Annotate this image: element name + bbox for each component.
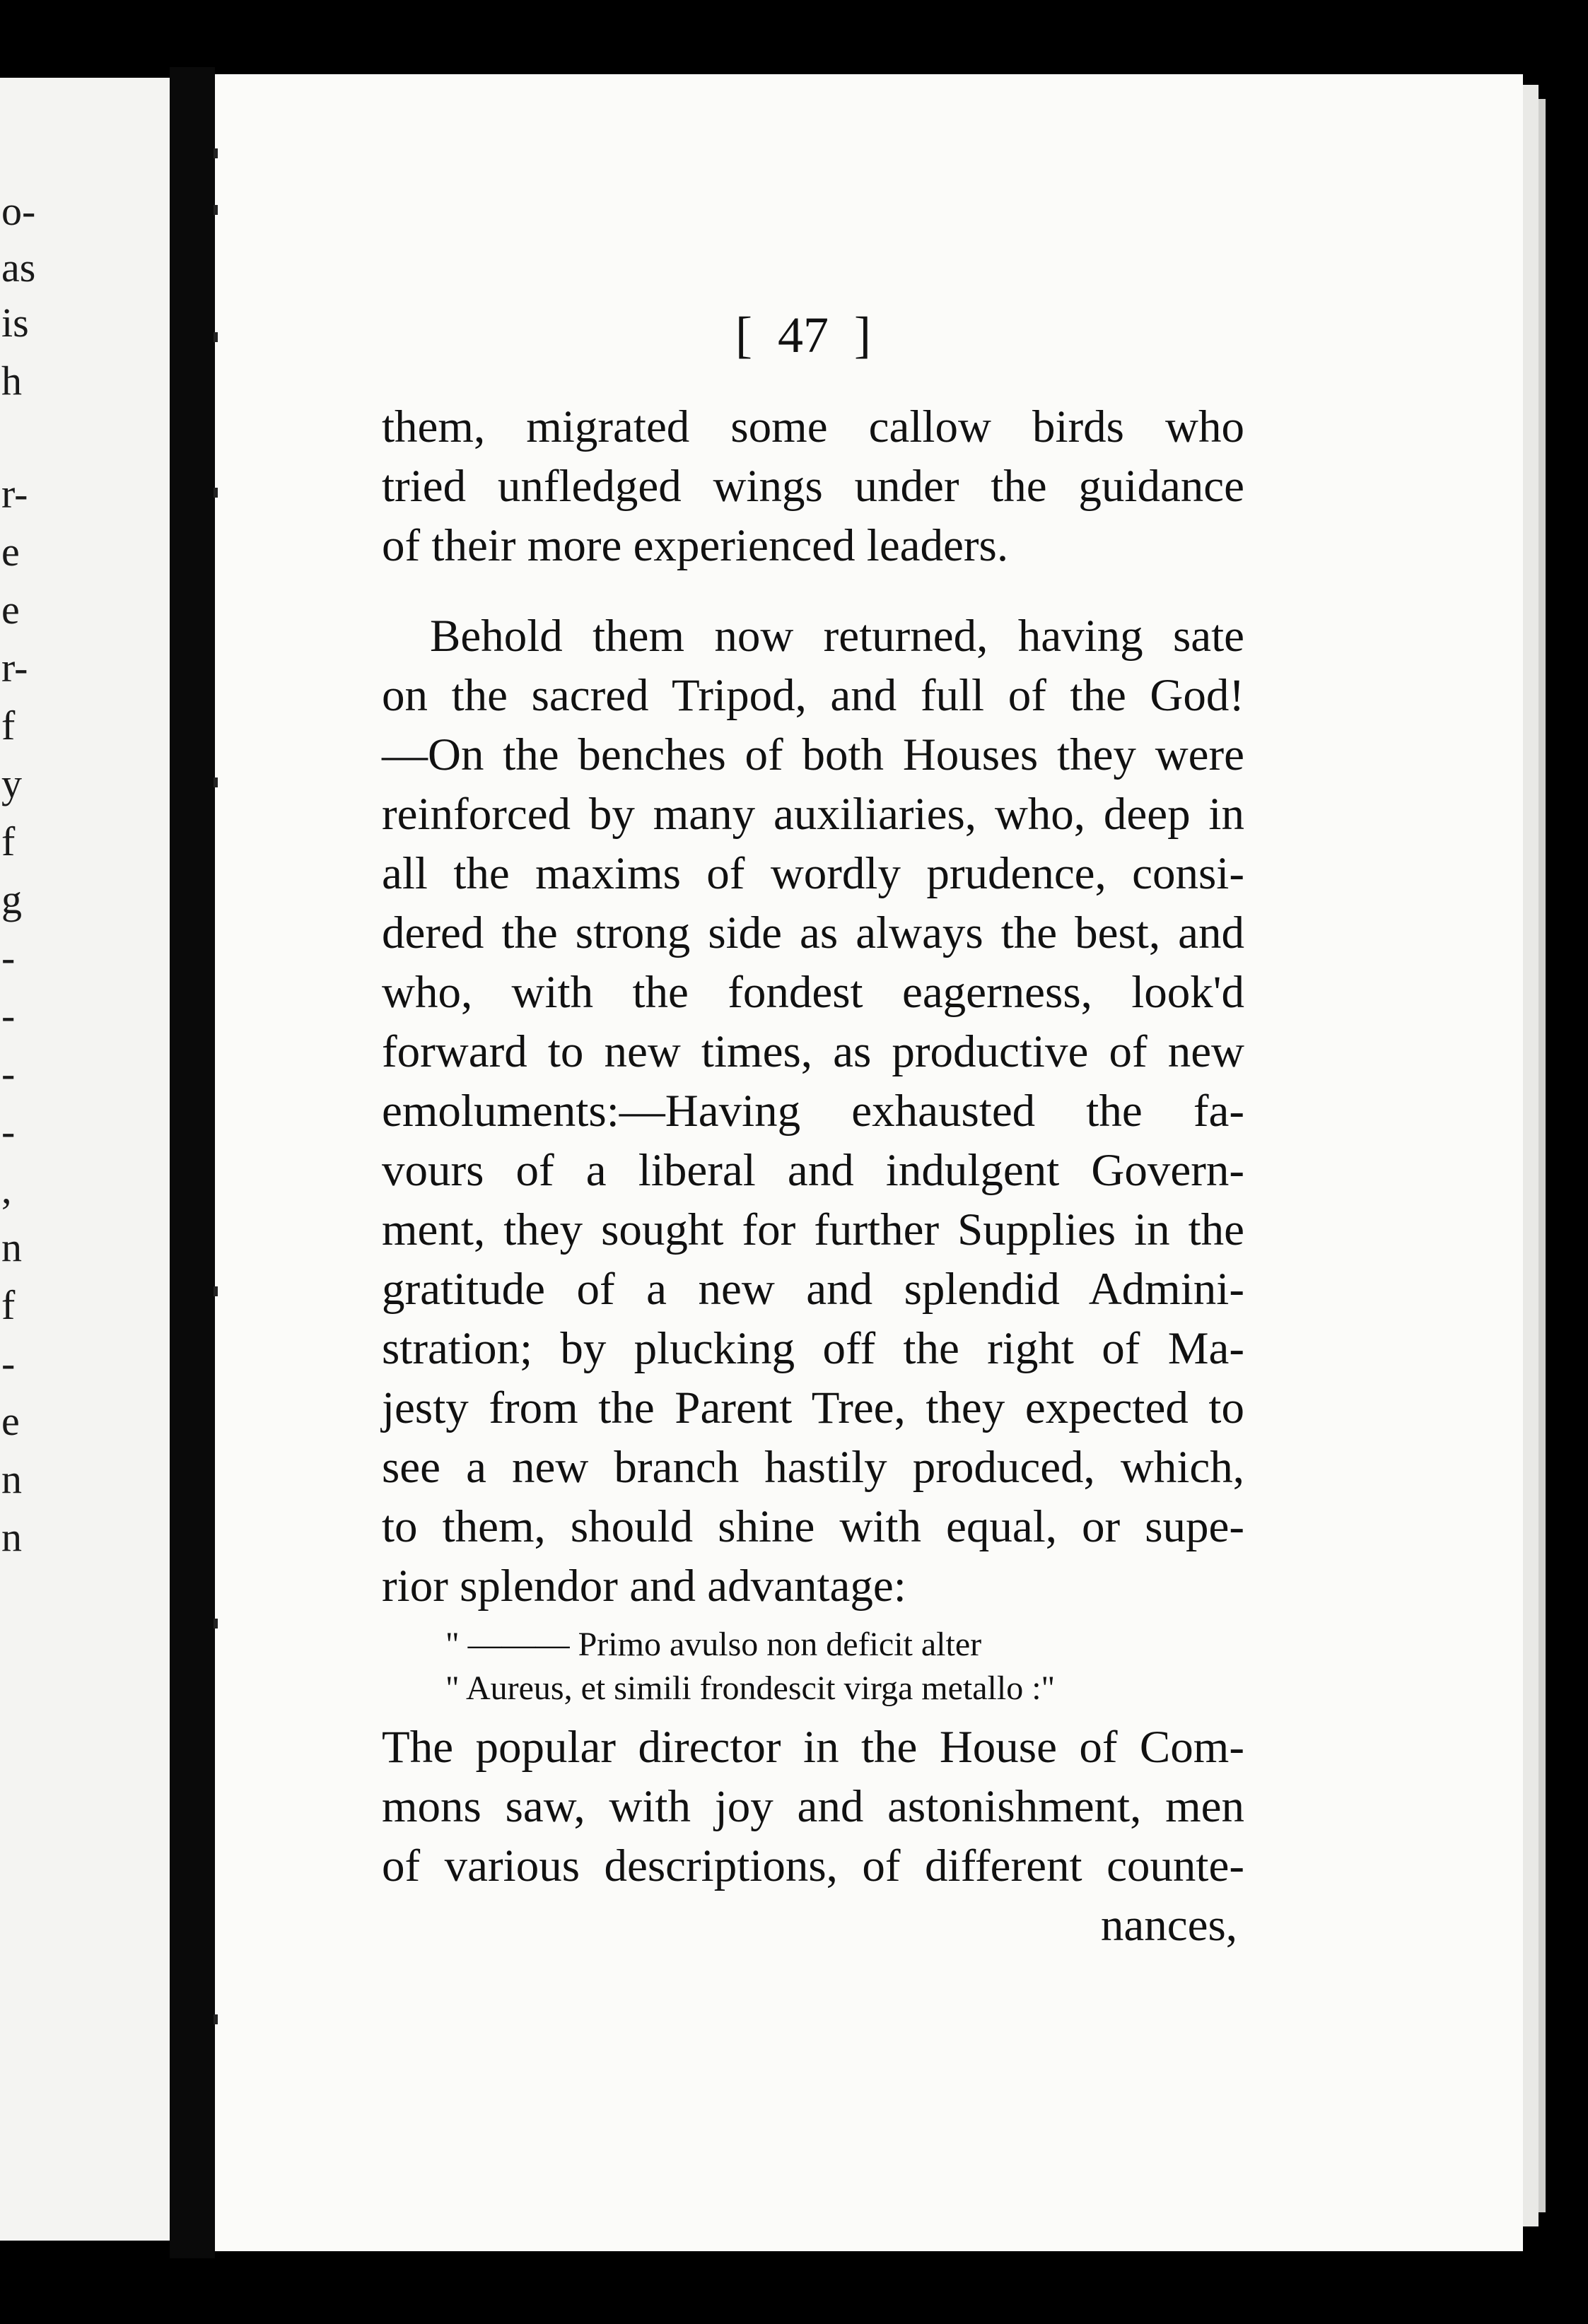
text-line: to them, should shine with equal, or supe- [382,1501,1244,1552]
text-line: on the sacred Tripod, and full of the God! [382,670,1244,721]
previous-page-fragment: - [1,1050,16,1096]
previous-page-fragment: - [1,1108,16,1154]
page-body [382,397,1244,1955]
text-line: rior splendor and advantage: [382,1561,906,1612]
previous-page-fragment: e [1,529,20,575]
text-line: gratitude of a new and splendid Admini- [382,1264,1244,1315]
text-line: them, migrated some callow birds who [382,401,1244,452]
page-edge-shadow [1539,99,1546,2212]
book-gutter [170,67,215,2258]
previous-page-fragment: as [1,245,36,290]
previous-page-fragment: is [1,300,29,346]
binding-mark [214,332,218,342]
page-edge [1523,85,1539,2226]
page-number: [ 47 ] [735,307,871,363]
catchword: nances, [1100,1900,1237,1951]
text-line: ment, they sought for further Supplies in the [382,1204,1244,1255]
previous-page-fragment: r- [1,645,28,691]
binding-mark [214,2014,218,2024]
text-line: reinforced by many auxiliaries, who, deep in [382,789,1244,840]
binding-mark [214,488,218,498]
previous-page-fragment: - [1,1340,16,1386]
binding-mark [214,777,218,787]
previous-page-fragment: e [1,1398,20,1444]
text-line: all the maxims of wordly prudence, consi- [382,848,1244,899]
text-line: stration; by plucking off the right of Ma- [382,1323,1244,1374]
text-line: vours of a liberal and indulgent Govern- [382,1145,1244,1196]
text-line: see a new branch hastily produced, which, [382,1442,1244,1493]
latin-quotation [382,1623,1244,1710]
previous-page-fragment: , [1,1166,12,1212]
text-line: of their more experienced leaders. [382,520,1009,571]
text-line: —On the benches of both Houses they were [382,729,1244,780]
paragraph [382,397,1244,575]
text-line: tried unfledged wings under the guidance [382,461,1244,512]
previous-page-fragment: f [1,1282,16,1328]
text-line: The popular director in the House of Com- [382,1722,1244,1773]
text-line: jesty from the Parent Tree, they expected to [382,1383,1244,1433]
previous-page-fragment: o- [1,188,36,234]
previous-page-fragment: h [1,358,22,404]
text-line: forward to new times, as productive of new [382,1026,1244,1077]
paragraph [382,606,1244,1616]
previous-page-edge [0,78,170,2241]
quotation-line: " Aureus, et simili frondescit virga metallo :" [445,1669,1056,1707]
binding-mark [214,148,218,158]
text-line: emoluments:—Having exhausted the fa- [382,1086,1244,1137]
text-line: Behold them now returned, having sate [430,611,1244,662]
previous-page-fragment: f [1,818,16,864]
text-line: dered the strong side as always the best, and [382,908,1244,958]
text-line: of various descriptions, of different counte- [382,1841,1244,1891]
previous-page-fragment: y [1,761,22,806]
binding-mark [214,1619,218,1628]
previous-page-fragment: - [1,934,16,980]
quotation-line: " ——— Primo avulso non deficit alter [445,1626,982,1663]
previous-page-fragment: e [1,587,20,633]
binding-mark [214,205,218,215]
previous-page-fragment: n [1,1456,22,1502]
previous-page-fragment: n [1,1224,22,1270]
binding-mark [214,1286,218,1296]
previous-page-fragment: g [1,876,22,922]
previous-page-fragment: - [1,992,16,1038]
text-line: mons saw, with joy and astonishment, men [382,1781,1244,1832]
paragraph [382,1718,1244,1955]
text-line: who, with the fondest eagerness, look'd [382,967,1244,1018]
previous-page-fragment: n [1,1514,22,1560]
previous-page-fragment: f [1,703,16,749]
previous-page-fragment: r- [1,471,28,517]
